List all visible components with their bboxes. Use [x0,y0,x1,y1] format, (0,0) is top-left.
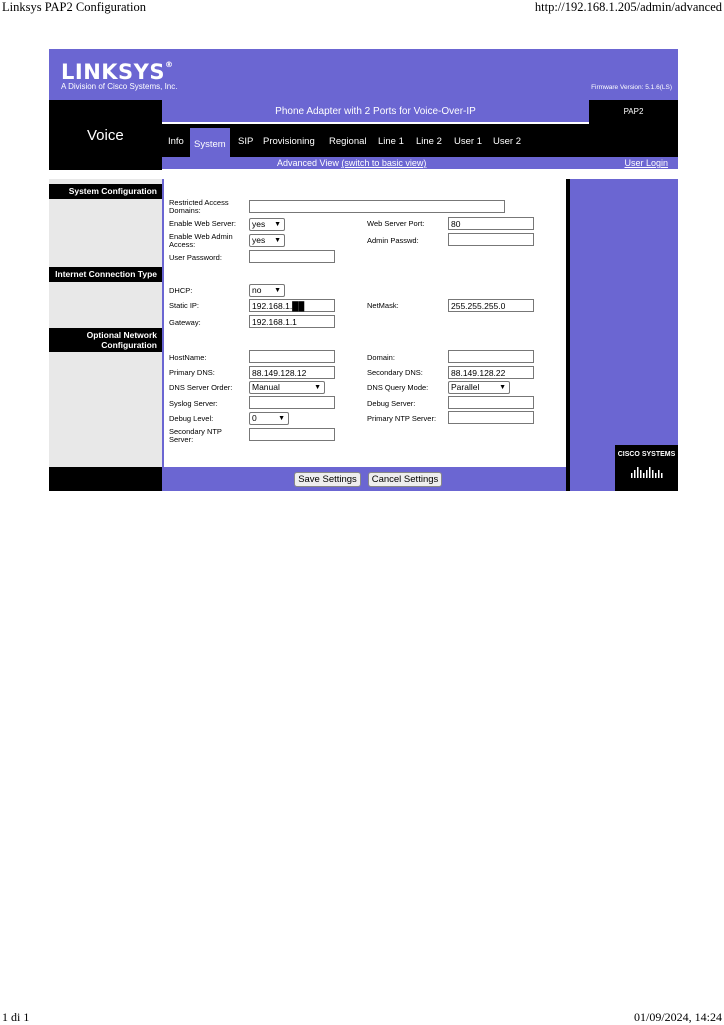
user-login-link[interactable]: User Login [624,158,668,168]
gateway-label: Gateway: [169,318,201,327]
view-bar [162,157,678,169]
enable-web-admin-select[interactable]: yes ▼ [249,234,285,247]
footer-left [49,467,162,491]
print-url: http://192.168.1.205/admin/advanced [534,0,722,14]
debug-level-select[interactable]: 0 ▼ [249,412,289,425]
left-panel [49,179,162,467]
firmware-version: Firmware Version: 5.1.6(LS) [591,84,672,91]
secondary-dns-input[interactable]: 88.149.128.22 [448,366,534,379]
dns-server-order-label: DNS Server Order: [169,383,233,392]
cisco-bars-icon [631,464,663,478]
tab-user-1[interactable]: User 1 [454,136,482,147]
section-title: Voice [87,127,124,144]
save-settings-button[interactable]: Save Settings [294,472,361,487]
print-header [0,0,724,16]
tab-regional[interactable]: Regional [329,136,367,147]
secondary-ntp-label: Secondary NTP Server: [169,427,222,444]
section-optional-network: Optional Network Configuration [49,328,162,352]
admin-passwd-label: Admin Passwd: [367,236,419,245]
logo-subtitle: A Division of Cisco Systems, Inc. [61,82,178,91]
primary-dns-label: Primary DNS: [169,368,215,377]
enable-web-server-label: Enable Web Server: [169,219,236,228]
static-ip-label: Static IP: [169,301,200,310]
netmask-input[interactable]: 255.255.255.0 [448,299,534,312]
tab-user-2[interactable]: User 2 [493,136,521,147]
dhcp-label: DHCP: [169,286,193,295]
domain-label: Domain: [367,353,395,362]
right-divider [566,179,570,491]
web-server-port-label: Web Server Port: [367,219,425,228]
section-internet-connection-type: Internet Connection Type [49,267,162,282]
switch-view-link[interactable]: (switch to basic view) [341,158,427,168]
static-ip-input[interactable]: 192.168.1.██ [249,299,335,312]
debug-level-label: Debug Level: [169,414,214,423]
netmask-label: NetMask: [367,301,399,310]
dns-server-order-select[interactable]: Manual ▼ [249,381,325,394]
primary-dns-input[interactable]: 88.149.128.12 [249,366,335,379]
enable-web-admin-label: Enable Web Admin Access: [169,232,233,249]
restricted-access-input[interactable] [249,200,505,213]
cisco-logo: CISCO SYSTEMS [617,451,676,458]
cancel-settings-button[interactable]: Cancel Settings [368,472,442,487]
tab-provisioning[interactable]: Provisioning [263,136,315,147]
secondary-dns-label: Secondary DNS: [367,368,423,377]
product-name: Phone Adapter with 2 Ports for Voice-Over-IP [162,100,589,124]
section-system-configuration: System Configuration [49,184,162,199]
print-page-number: 1 di 1 [2,1010,30,1024]
chevron-down-icon: ▼ [274,237,281,244]
primary-ntp-input[interactable] [448,411,534,424]
linksys-logo: LINKSYS® [61,60,174,84]
advanced-view-label: Advanced View [277,158,339,168]
hostname-input[interactable] [249,350,335,363]
chevron-down-icon: ▼ [274,287,281,294]
syslog-server-input[interactable] [249,396,335,409]
user-password-label: User Password: [169,253,222,262]
chevron-down-icon: ▼ [314,384,321,391]
domain-input[interactable] [448,350,534,363]
dns-query-mode-select[interactable]: Parallel ▼ [448,381,510,394]
tab-system[interactable]: System [190,128,230,157]
config-page [49,49,678,491]
syslog-server-label: Syslog Server: [169,399,218,408]
footer-bar [162,467,566,491]
dns-query-mode-label: DNS Query Mode: [367,383,429,392]
print-datetime: 01/09/2024, 14:24 [633,1010,722,1024]
tab-sip[interactable]: SIP [238,136,254,147]
tab-line-1[interactable]: Line 1 [378,136,404,147]
debug-server-label: Debug Server: [367,399,416,408]
user-password-input[interactable] [249,250,335,263]
hostname-label: HostName: [169,353,207,362]
chevron-down-icon: ▼ [278,415,285,422]
admin-passwd-input[interactable] [448,233,534,246]
debug-server-input[interactable] [448,396,534,409]
primary-ntp-label: Primary NTP Server: [367,414,437,423]
restricted-access-label: Restricted Access Domains: [169,198,229,215]
chevron-down-icon: ▼ [274,221,281,228]
model-name: PAP2 [589,100,678,124]
dhcp-select[interactable]: no ▼ [249,284,285,297]
gateway-input[interactable]: 192.168.1.1 [249,315,335,328]
print-title: Linksys PAP2 Configuration [2,0,147,14]
chevron-down-icon: ▼ [499,384,506,391]
secondary-ntp-input[interactable] [249,428,335,441]
enable-web-server-select[interactable]: yes ▼ [249,218,285,231]
web-server-port-input[interactable]: 80 [448,217,534,230]
tab-bar [162,124,678,157]
tab-line-2[interactable]: Line 2 [416,136,442,147]
tab-info[interactable]: Info [168,136,184,147]
